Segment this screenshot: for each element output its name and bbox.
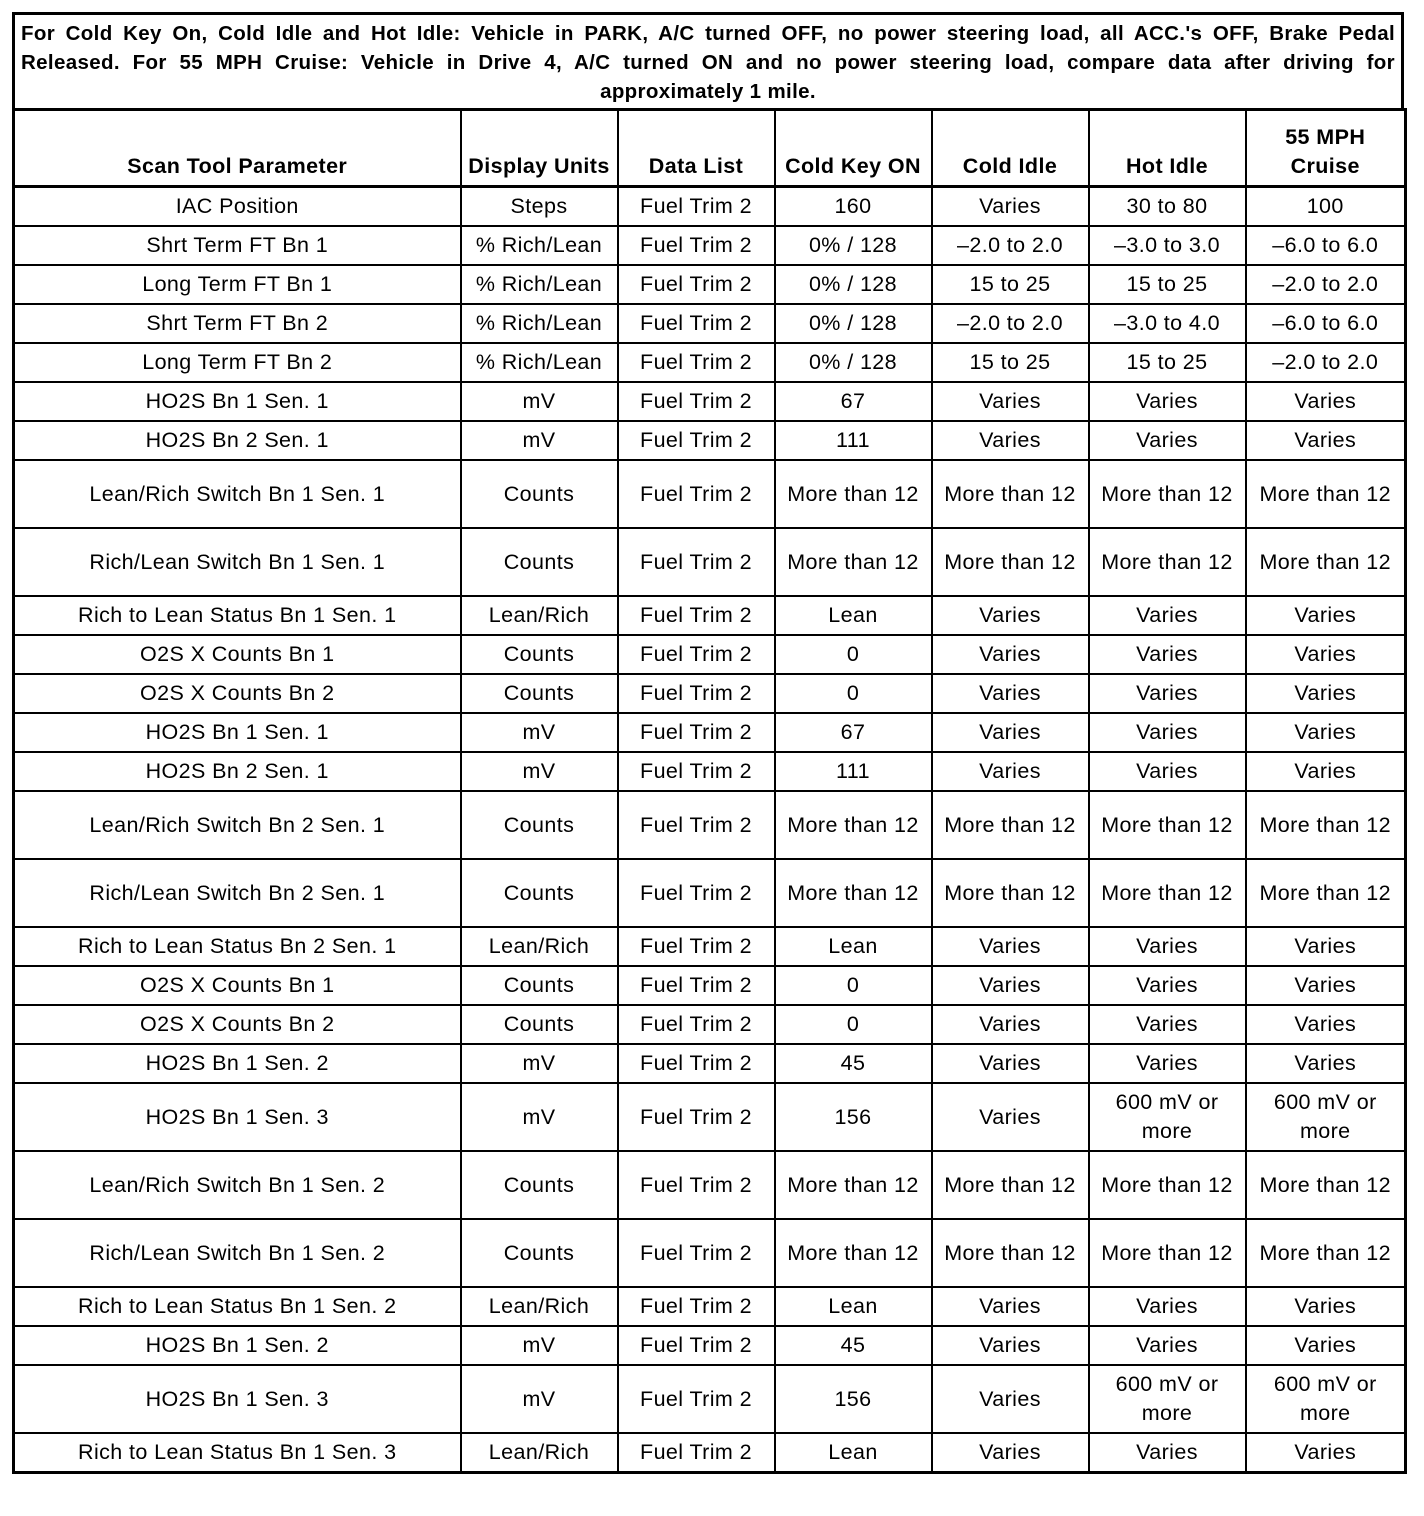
cruise-cell: Varies bbox=[1246, 1005, 1406, 1044]
cruise-cell: –6.0 to 6.0 bbox=[1246, 304, 1406, 343]
hot-idle-cell: –3.0 to 3.0 bbox=[1089, 226, 1246, 265]
cruise-cell: Varies bbox=[1246, 927, 1406, 966]
cold-key-on-cell: 0 bbox=[775, 966, 932, 1005]
parameter-cell: Shrt Term FT Bn 2 bbox=[14, 304, 461, 343]
cold-idle-cell: –2.0 to 2.0 bbox=[932, 304, 1089, 343]
cruise-cell: –2.0 to 2.0 bbox=[1246, 265, 1406, 304]
hot-idle-cell: Varies bbox=[1089, 596, 1246, 635]
data-list-cell: Fuel Trim 2 bbox=[618, 1151, 775, 1219]
data-list-cell: Fuel Trim 2 bbox=[618, 304, 775, 343]
display-units-cell: Steps bbox=[461, 187, 618, 227]
data-list-cell: Fuel Trim 2 bbox=[618, 187, 775, 227]
data-list-cell: Fuel Trim 2 bbox=[618, 1083, 775, 1151]
display-units-cell: Lean/Rich bbox=[461, 1433, 618, 1473]
table-row bbox=[14, 966, 1406, 1005]
cruise-cell: Varies bbox=[1246, 421, 1406, 460]
cold-key-on-cell: 45 bbox=[775, 1326, 932, 1365]
cold-idle-cell: Varies bbox=[932, 966, 1089, 1005]
cold-idle-cell: Varies bbox=[932, 1005, 1089, 1044]
data-list-cell: Fuel Trim 2 bbox=[618, 674, 775, 713]
cold-key-on-cell: More than 12 bbox=[775, 791, 932, 859]
table-row bbox=[14, 674, 1406, 713]
cold-key-on-cell: 45 bbox=[775, 1044, 932, 1083]
parameter-cell: Rich/Lean Switch Bn 1 Sen. 1 bbox=[14, 528, 461, 596]
data-list-cell: Fuel Trim 2 bbox=[618, 859, 775, 927]
display-units-cell: % Rich/Lean bbox=[461, 343, 618, 382]
display-units-cell: Counts bbox=[461, 460, 618, 528]
cold-key-on-cell: 160 bbox=[775, 187, 932, 227]
hot-idle-cell: Varies bbox=[1089, 674, 1246, 713]
parameter-cell: Rich to Lean Status Bn 1 Sen. 2 bbox=[14, 1287, 461, 1326]
hot-idle-cell: 15 to 25 bbox=[1089, 265, 1246, 304]
parameter-cell: Rich to Lean Status Bn 1 Sen. 1 bbox=[14, 596, 461, 635]
display-units-cell: mV bbox=[461, 421, 618, 460]
data-list-cell: Fuel Trim 2 bbox=[618, 265, 775, 304]
table-row bbox=[14, 1433, 1406, 1473]
cruise-cell: Varies bbox=[1246, 1433, 1406, 1473]
display-units-cell: mV bbox=[461, 1044, 618, 1083]
table-row bbox=[14, 596, 1406, 635]
display-units-cell: mV bbox=[461, 1365, 618, 1433]
scan-tool-data-sheet bbox=[12, 12, 1404, 1474]
cold-key-on-cell: Lean bbox=[775, 1287, 932, 1326]
table-row bbox=[14, 713, 1406, 752]
cold-key-on-cell: 156 bbox=[775, 1365, 932, 1433]
display-units-cell: % Rich/Lean bbox=[461, 226, 618, 265]
display-units-cell: mV bbox=[461, 1083, 618, 1151]
cold-idle-cell: Varies bbox=[932, 187, 1089, 227]
hot-idle-cell: Varies bbox=[1089, 382, 1246, 421]
parameter-cell: HO2S Bn 1 Sen. 1 bbox=[14, 713, 461, 752]
hot-idle-cell: Varies bbox=[1089, 927, 1246, 966]
column-header-cold-idle: Cold Idle bbox=[932, 110, 1089, 187]
display-units-cell: Counts bbox=[461, 528, 618, 596]
display-units-cell: Counts bbox=[461, 966, 618, 1005]
cruise-cell: Varies bbox=[1246, 966, 1406, 1005]
hot-idle-cell: 600 mV or more bbox=[1089, 1083, 1246, 1151]
parameter-cell: Lean/Rich Switch Bn 1 Sen. 2 bbox=[14, 1151, 461, 1219]
display-units-cell: mV bbox=[461, 752, 618, 791]
parameter-cell: HO2S Bn 2 Sen. 1 bbox=[14, 421, 461, 460]
hot-idle-cell: Varies bbox=[1089, 1433, 1246, 1473]
table-row bbox=[14, 1044, 1406, 1083]
hot-idle-cell: 15 to 25 bbox=[1089, 343, 1246, 382]
parameter-cell: Rich to Lean Status Bn 2 Sen. 1 bbox=[14, 927, 461, 966]
display-units-cell: Lean/Rich bbox=[461, 927, 618, 966]
data-list-cell: Fuel Trim 2 bbox=[618, 460, 775, 528]
hot-idle-cell: Varies bbox=[1089, 966, 1246, 1005]
cold-idle-cell: Varies bbox=[932, 927, 1089, 966]
cold-idle-cell: Varies bbox=[932, 674, 1089, 713]
parameter-cell: O2S X Counts Bn 1 bbox=[14, 966, 461, 1005]
cold-key-on-cell: Lean bbox=[775, 596, 932, 635]
cold-idle-cell: Varies bbox=[932, 421, 1089, 460]
cold-idle-cell: Varies bbox=[932, 713, 1089, 752]
display-units-cell: Counts bbox=[461, 635, 618, 674]
display-units-cell: % Rich/Lean bbox=[461, 265, 618, 304]
cold-key-on-cell: More than 12 bbox=[775, 528, 932, 596]
cold-idle-cell: Varies bbox=[932, 1287, 1089, 1326]
hot-idle-cell: More than 12 bbox=[1089, 791, 1246, 859]
hot-idle-cell: Varies bbox=[1089, 1005, 1246, 1044]
data-list-cell: Fuel Trim 2 bbox=[618, 927, 775, 966]
scan-tool-parameter-table bbox=[12, 108, 1407, 1474]
table-row bbox=[14, 927, 1406, 966]
cold-key-on-cell: 0 bbox=[775, 674, 932, 713]
data-list-cell: Fuel Trim 2 bbox=[618, 752, 775, 791]
table-row bbox=[14, 1005, 1406, 1044]
hot-idle-cell: More than 12 bbox=[1089, 859, 1246, 927]
column-header-55-mph-cruise: 55 MPH Cruise bbox=[1246, 110, 1406, 187]
cruise-cell: 600 mV or more bbox=[1246, 1365, 1406, 1433]
parameter-cell: HO2S Bn 2 Sen. 1 bbox=[14, 752, 461, 791]
column-header-parameter: Scan Tool Parameter bbox=[14, 110, 461, 187]
table-row bbox=[14, 1365, 1406, 1433]
hot-idle-cell: 30 to 80 bbox=[1089, 187, 1246, 227]
cold-key-on-cell: 0% / 128 bbox=[775, 226, 932, 265]
cruise-cell: –2.0 to 2.0 bbox=[1246, 343, 1406, 382]
table-row bbox=[14, 304, 1406, 343]
column-header-cold-key-on: Cold Key ON bbox=[775, 110, 932, 187]
cold-idle-cell: More than 12 bbox=[932, 528, 1089, 596]
data-list-cell: Fuel Trim 2 bbox=[618, 343, 775, 382]
table-row bbox=[14, 460, 1406, 528]
data-list-cell: Fuel Trim 2 bbox=[618, 713, 775, 752]
display-units-cell: Counts bbox=[461, 1005, 618, 1044]
display-units-cell: Counts bbox=[461, 674, 618, 713]
cruise-cell: More than 12 bbox=[1246, 1219, 1406, 1287]
cold-key-on-cell: 67 bbox=[775, 713, 932, 752]
cruise-cell: Varies bbox=[1246, 752, 1406, 791]
display-units-cell: Lean/Rich bbox=[461, 596, 618, 635]
table-row bbox=[14, 226, 1406, 265]
cold-key-on-cell: 0% / 128 bbox=[775, 304, 932, 343]
cold-key-on-cell: 111 bbox=[775, 421, 932, 460]
hot-idle-cell: Varies bbox=[1089, 1326, 1246, 1365]
cold-key-on-cell: More than 12 bbox=[775, 859, 932, 927]
cold-idle-cell: Varies bbox=[932, 1326, 1089, 1365]
display-units-cell: mV bbox=[461, 382, 618, 421]
column-header-hot-idle: Hot Idle bbox=[1089, 110, 1246, 187]
table-row bbox=[14, 1151, 1406, 1219]
hot-idle-cell: –3.0 to 4.0 bbox=[1089, 304, 1246, 343]
parameter-cell: Long Term FT Bn 2 bbox=[14, 343, 461, 382]
cold-idle-cell: 15 to 25 bbox=[932, 343, 1089, 382]
table-row bbox=[14, 382, 1406, 421]
cold-idle-cell: Varies bbox=[932, 596, 1089, 635]
cruise-cell: Varies bbox=[1246, 1287, 1406, 1326]
cold-idle-cell: Varies bbox=[932, 1433, 1089, 1473]
cold-idle-cell: –2.0 to 2.0 bbox=[932, 226, 1089, 265]
cold-idle-cell: More than 12 bbox=[932, 859, 1089, 927]
hot-idle-cell: More than 12 bbox=[1089, 460, 1246, 528]
parameter-cell: Rich/Lean Switch Bn 2 Sen. 1 bbox=[14, 859, 461, 927]
data-list-cell: Fuel Trim 2 bbox=[618, 1044, 775, 1083]
hot-idle-cell: Varies bbox=[1089, 752, 1246, 791]
display-units-cell: Counts bbox=[461, 1151, 618, 1219]
display-units-cell: Lean/Rich bbox=[461, 1287, 618, 1326]
cold-idle-cell: Varies bbox=[932, 1083, 1089, 1151]
cruise-cell: Varies bbox=[1246, 1326, 1406, 1365]
data-list-cell: Fuel Trim 2 bbox=[618, 1365, 775, 1433]
cold-key-on-cell: More than 12 bbox=[775, 1219, 932, 1287]
table-row bbox=[14, 343, 1406, 382]
test-conditions-note: For Cold Key On, Cold Idle and Hot Idle: Vehicle in PARK, A/C turned OFF, no power steering load, all ACC.'s OFF, Brake Pedal Released. For 55 MPH Cruise: Vehicle in Drive 4, A/C turned ON and no power steering load, compare data after driving for approximately 1 mile. bbox=[12, 12, 1404, 108]
cold-idle-cell: More than 12 bbox=[932, 1219, 1089, 1287]
table-row bbox=[14, 791, 1406, 859]
parameter-cell: HO2S Bn 1 Sen. 2 bbox=[14, 1326, 461, 1365]
cruise-cell: More than 12 bbox=[1246, 859, 1406, 927]
parameter-cell: Shrt Term FT Bn 1 bbox=[14, 226, 461, 265]
hot-idle-cell: Varies bbox=[1089, 1044, 1246, 1083]
parameter-cell: HO2S Bn 1 Sen. 3 bbox=[14, 1365, 461, 1433]
cold-idle-cell: More than 12 bbox=[932, 1151, 1089, 1219]
data-list-cell: Fuel Trim 2 bbox=[618, 1219, 775, 1287]
data-list-cell: Fuel Trim 2 bbox=[618, 528, 775, 596]
cruise-cell: Varies bbox=[1246, 635, 1406, 674]
hot-idle-cell: Varies bbox=[1089, 713, 1246, 752]
table-row bbox=[14, 421, 1406, 460]
data-list-cell: Fuel Trim 2 bbox=[618, 1287, 775, 1326]
cold-key-on-cell: 0 bbox=[775, 635, 932, 674]
cold-key-on-cell: More than 12 bbox=[775, 460, 932, 528]
cold-key-on-cell: More than 12 bbox=[775, 1151, 932, 1219]
cold-key-on-cell: 156 bbox=[775, 1083, 932, 1151]
cruise-cell: Varies bbox=[1246, 382, 1406, 421]
data-list-cell: Fuel Trim 2 bbox=[618, 421, 775, 460]
hot-idle-cell: 600 mV or more bbox=[1089, 1365, 1246, 1433]
display-units-cell: mV bbox=[461, 1326, 618, 1365]
table-row bbox=[14, 859, 1406, 927]
parameter-cell: HO2S Bn 1 Sen. 1 bbox=[14, 382, 461, 421]
cold-key-on-cell: 67 bbox=[775, 382, 932, 421]
cruise-cell: Varies bbox=[1246, 674, 1406, 713]
table-header-row bbox=[14, 110, 1406, 187]
display-units-cell: % Rich/Lean bbox=[461, 304, 618, 343]
data-list-cell: Fuel Trim 2 bbox=[618, 1433, 775, 1473]
cruise-cell: Varies bbox=[1246, 1044, 1406, 1083]
cold-idle-cell: Varies bbox=[932, 1044, 1089, 1083]
table-row bbox=[14, 1287, 1406, 1326]
data-list-cell: Fuel Trim 2 bbox=[618, 596, 775, 635]
cruise-cell: Varies bbox=[1246, 596, 1406, 635]
cold-idle-cell: Varies bbox=[932, 635, 1089, 674]
cruise-cell: More than 12 bbox=[1246, 528, 1406, 596]
parameter-cell: Rich to Lean Status Bn 1 Sen. 3 bbox=[14, 1433, 461, 1473]
data-list-cell: Fuel Trim 2 bbox=[618, 226, 775, 265]
cruise-cell: Varies bbox=[1246, 713, 1406, 752]
hot-idle-cell: More than 12 bbox=[1089, 1219, 1246, 1287]
table-row bbox=[14, 265, 1406, 304]
parameter-cell: Lean/Rich Switch Bn 2 Sen. 1 bbox=[14, 791, 461, 859]
cruise-cell: More than 12 bbox=[1246, 791, 1406, 859]
cold-key-on-cell: 0% / 128 bbox=[775, 265, 932, 304]
table-row bbox=[14, 187, 1406, 227]
cruise-cell: 100 bbox=[1246, 187, 1406, 227]
cruise-cell: More than 12 bbox=[1246, 1151, 1406, 1219]
cruise-cell: 600 mV or more bbox=[1246, 1083, 1406, 1151]
parameter-cell: Lean/Rich Switch Bn 1 Sen. 1 bbox=[14, 460, 461, 528]
display-units-cell: Counts bbox=[461, 791, 618, 859]
hot-idle-cell: More than 12 bbox=[1089, 528, 1246, 596]
parameter-cell: HO2S Bn 1 Sen. 3 bbox=[14, 1083, 461, 1151]
column-header-display-units: Display Units bbox=[461, 110, 618, 187]
parameter-cell: O2S X Counts Bn 2 bbox=[14, 1005, 461, 1044]
table-row bbox=[14, 752, 1406, 791]
cold-key-on-cell: 0 bbox=[775, 1005, 932, 1044]
table-row bbox=[14, 1083, 1406, 1151]
column-header-data-list: Data List bbox=[618, 110, 775, 187]
cold-idle-cell: More than 12 bbox=[932, 791, 1089, 859]
hot-idle-cell: Varies bbox=[1089, 1287, 1246, 1326]
cold-idle-cell: 15 to 25 bbox=[932, 265, 1089, 304]
parameter-cell: HO2S Bn 1 Sen. 2 bbox=[14, 1044, 461, 1083]
table-row bbox=[14, 635, 1406, 674]
data-list-cell: Fuel Trim 2 bbox=[618, 382, 775, 421]
hot-idle-cell: More than 12 bbox=[1089, 1151, 1246, 1219]
table-body bbox=[14, 187, 1406, 1473]
data-list-cell: Fuel Trim 2 bbox=[618, 635, 775, 674]
cold-key-on-cell: Lean bbox=[775, 927, 932, 966]
parameter-cell: O2S X Counts Bn 2 bbox=[14, 674, 461, 713]
table-row bbox=[14, 1219, 1406, 1287]
cruise-cell: –6.0 to 6.0 bbox=[1246, 226, 1406, 265]
cold-key-on-cell: 0% / 128 bbox=[775, 343, 932, 382]
cold-idle-cell: More than 12 bbox=[932, 460, 1089, 528]
cold-key-on-cell: 111 bbox=[775, 752, 932, 791]
parameter-cell: Rich/Lean Switch Bn 1 Sen. 2 bbox=[14, 1219, 461, 1287]
table-row bbox=[14, 528, 1406, 596]
cold-key-on-cell: Lean bbox=[775, 1433, 932, 1473]
display-units-cell: Counts bbox=[461, 859, 618, 927]
display-units-cell: mV bbox=[461, 713, 618, 752]
cold-idle-cell: Varies bbox=[932, 1365, 1089, 1433]
cruise-cell: More than 12 bbox=[1246, 460, 1406, 528]
data-list-cell: Fuel Trim 2 bbox=[618, 1326, 775, 1365]
parameter-cell: IAC Position bbox=[14, 187, 461, 227]
table-row bbox=[14, 1326, 1406, 1365]
display-units-cell: Counts bbox=[461, 1219, 618, 1287]
data-list-cell: Fuel Trim 2 bbox=[618, 1005, 775, 1044]
hot-idle-cell: Varies bbox=[1089, 635, 1246, 674]
parameter-cell: O2S X Counts Bn 1 bbox=[14, 635, 461, 674]
data-list-cell: Fuel Trim 2 bbox=[618, 966, 775, 1005]
cold-idle-cell: Varies bbox=[932, 382, 1089, 421]
cold-idle-cell: Varies bbox=[932, 752, 1089, 791]
data-list-cell: Fuel Trim 2 bbox=[618, 791, 775, 859]
hot-idle-cell: Varies bbox=[1089, 421, 1246, 460]
parameter-cell: Long Term FT Bn 1 bbox=[14, 265, 461, 304]
